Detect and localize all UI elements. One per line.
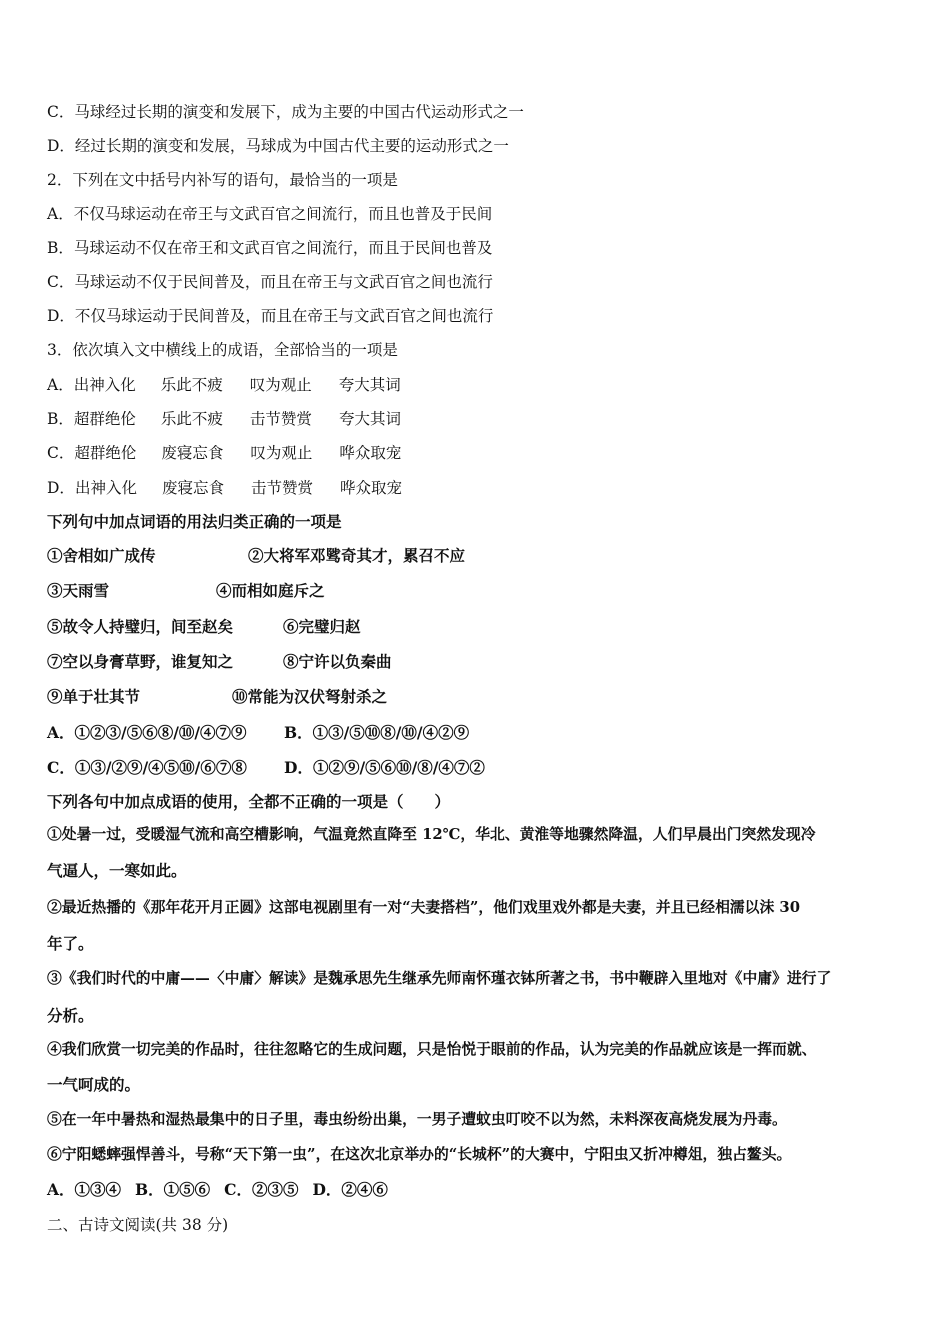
q5-sentence-4: ④我们欣赏一切完美的作品时，往往忽略它的生成问题，只是怡悦于眼前的作品，认为完美的作品就应该是一挥而就、 [47,1041,817,1058]
option-word: 出神入化 [74,479,137,497]
option-word: 超群绝伦 [74,444,137,462]
option-word: 叹为观止 [250,444,313,462]
section-heading: 二、古诗文阅读(共 38 分) [47,1216,229,1234]
q4-items-row [47,652,233,672]
option-word: 夸大其词 [338,376,401,394]
q5-sentence-2-cont: 年了。 [47,934,94,953]
option-word: 废寝忘食 [161,479,224,497]
q5-sentence-3: ③《我们时代的中庸——〈中庸〉解读》是魏承思先生继承先师南怀瑾衣钵所著之书，书中鞭辟入里地对《中庸》进行了 [47,970,832,987]
q4-item: ①舍相如广成传 [47,546,156,565]
q3-option-a [47,375,401,395]
q4-items-row [47,687,140,707]
q4-items-row [47,581,109,601]
option-label: D． [47,479,75,497]
option-word: 叹为观止 [249,376,312,394]
option-word: 夸大其词 [338,410,401,428]
q5-choice-b: B．①⑤⑥ [135,1180,211,1199]
q5-sentence-2: ②最近热播的《那年花开月正圆》这部电视剧里有一对“夫妻搭档”，他们戏里戏外都是夫妻，并且已经相濡以沫 30 [47,899,801,916]
q4-item: ⑦空以身膏草野，谁复知之 [47,652,234,671]
option-word: 击节赞赏 [250,479,313,497]
option-word: 哗众取宠 [339,479,402,497]
q5-sentence-6: ⑥宁阳蟋蟀强悍善斗，号称“天下第一虫”，在这次北京举办的“长城杯”的大赛中，宁阳虫又折冲樽俎，独占鳌头。 [47,1146,792,1163]
q4-items-row [283,652,392,672]
q1-option-d: D．经过长期的演变和发展，马球成为中国古代主要的运动形式之一 [47,137,509,155]
q4-stem: 下列句中加点词语的用法归类正确的一项是 [47,512,342,531]
option-word: 出神入化 [73,376,136,394]
q4-item: ⑤故令人持璧归，间至赵矣 [47,617,234,636]
q4-choice-b: B．①③/⑤⑩⑧/⑩/④②⑨ [284,723,470,742]
q4-item: ④而相如庭斥之 [216,581,325,600]
q2-option-b: B．马球运动不仅在帝王和文武百官之间流行，而且于民间也普及 [47,239,493,257]
q3-option-b [47,409,401,429]
q4-item: ⑥完璧归赵 [283,617,361,636]
q2-option-a: A．不仅马球运动在帝王与文武百官之间流行，而且也普及于民间 [47,205,493,223]
q4-items-row [248,546,465,566]
option-word: 击节赞赏 [249,410,312,428]
q4-item: ⑨单于壮其节 [47,687,141,706]
q5-choice-d: D．②④⑥ [312,1180,388,1199]
q4-choice-c: C．①③/②⑨/④⑤⑩/⑥⑦⑧ [47,758,247,777]
q5-stem: 下列各句中加点成语的使用，全都不正确的一项是（ ） [47,792,451,811]
q4-items-row [47,617,233,637]
q5-sentence-4-cont: 一气呵成的。 [47,1075,141,1094]
q2-stem: 2．下列在文中括号内补写的语句，最恰当的一项是 [47,171,398,189]
q5-choices [47,1180,388,1200]
q4-items-row [232,687,387,707]
q4-item: ③天雨雪 [47,581,110,600]
q5-sentence-5: ⑤在一年中暑热和湿热最集中的日子里，毒虫纷纷出巢，一男子遭蚊虫叮咬不以为然，未料深夜高烧发展为丹毒。 [47,1111,787,1128]
q5-sentence-3-cont: 分析。 [47,1006,94,1025]
q3-option-c [47,443,401,463]
option-word: 哗众取宠 [339,444,402,462]
q2-option-d: D．不仅马球运动于民间普及，而且在帝王与文武百官之间也流行 [47,307,494,325]
q1-option-c: C．马球经过长期的演变和发展下，成为主要的中国古代运动形式之一 [47,103,524,121]
q4-items-row [47,546,156,566]
q4-items-row [283,617,361,637]
q5-choice-a: A．①③④ [47,1180,122,1199]
option-word: 废寝忘食 [161,444,224,462]
q4-choice-a: A．①②③/⑤⑥⑧/⑩/④⑦⑨ [47,723,247,742]
option-word: 乐此不疲 [160,410,223,428]
q3-stem: 3．依次填入文中横线上的成语，全部恰当的一项是 [47,341,398,359]
q4-item: ⑧宁许以负秦曲 [283,652,392,671]
option-word: 超群绝伦 [73,410,136,428]
q3-option-d [47,478,402,498]
q4-item: ②大将军邓骘奇其才，累召不应 [248,546,466,565]
option-label: C． [47,444,75,462]
option-label: A． [47,376,74,394]
option-word: 乐此不疲 [160,376,223,394]
q5-sentence-1: ①处暑一过，受暖湿气流和高空槽影响，气温竟然直降至 12℃，华北、黄淮等地骤然降温，人们早晨出门突然发现冷 [47,826,816,843]
q5-sentence-1-cont: 气逼人，一寒如此。 [47,861,187,880]
q5-choice-c: C．②③⑤ [224,1180,299,1199]
q4-item: ⑩常能为汉伏弩射杀之 [232,687,388,706]
q2-option-c: C．马球运动不仅于民间普及，而且在帝王与文武百官之间也流行 [47,273,493,291]
q4-items-row [216,581,325,601]
option-label: B． [47,410,74,428]
q4-choice-d: D．①②⑨/⑤⑥⑩/⑧/④⑦② [284,758,485,777]
